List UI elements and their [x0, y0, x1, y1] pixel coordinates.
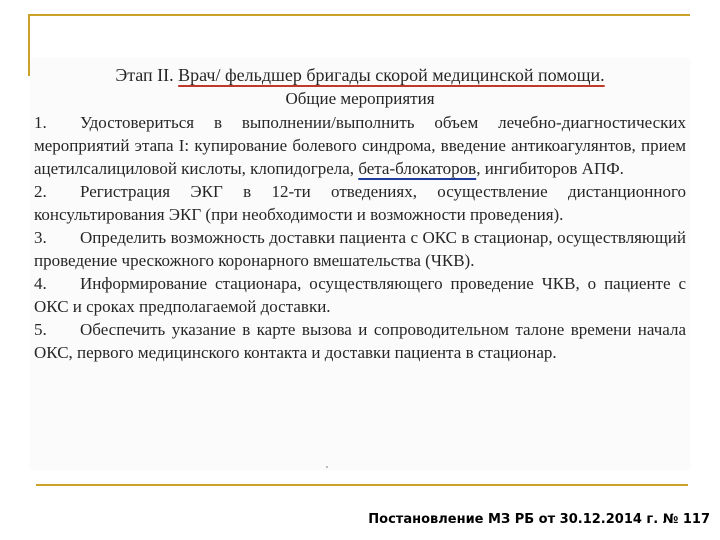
list-item-2	[34, 180, 686, 226]
footer-citation: Постановление МЗ РБ от 30.12.2014 г. № 117	[368, 512, 710, 527]
title-underlined: Врач/ фельдшер бригады скорой медицинской помощи.	[178, 65, 605, 85]
scanned-document	[30, 58, 690, 470]
item-text: Определить возможность доставки пациента с ОКС в стационар, осуществляющий проведение чрескожного коронарного вмешательства (ЧКВ).	[34, 228, 686, 270]
item-number: 5.	[34, 320, 47, 339]
item-text-underlined: бета-блокаторов	[358, 159, 477, 178]
scan-speck	[326, 466, 328, 468]
item-number: 4.	[34, 274, 47, 293]
document-content	[34, 64, 686, 364]
title-prefix: Этап II.	[115, 65, 179, 85]
item-text: Обеспечить указание в карте вызова и сопроводительном талоне времени начала ОКС, первого медицинского контакта и доставки пациента в стационар.	[34, 320, 686, 362]
item-number: 2.	[34, 182, 47, 201]
list-item-5	[34, 318, 686, 364]
item-text-end: , ингибиторов АПФ.	[476, 159, 624, 178]
frame-bottom-line	[36, 484, 688, 486]
item-text: Регистрация ЭКГ в 12-ти отведениях, осуществление дистанционного консультирования ЭКГ (при необходимости и возможности проведения).	[34, 182, 686, 224]
document-subtitle: Общие мероприятия	[285, 89, 435, 108]
item-number: 1.	[34, 113, 47, 132]
list-item-4	[34, 272, 686, 318]
list-item-3	[34, 226, 686, 272]
document-title	[34, 64, 686, 87]
item-text: Информирование стационара, осуществляющего проведение ЧКВ, о пациенте с ОКС и сроках предполагаемой доставки.	[34, 274, 686, 316]
item-number: 3.	[34, 228, 47, 247]
list-item-1	[34, 111, 686, 180]
item-text: Удостовериться в выполнении/выполнить объем лечебно-диагностических мероприятий этапа I: купирование болевого синдрома, введение антикоагулянтов, прием ацетилсалициловой кислоты, клопидогрела,	[34, 113, 686, 178]
frame-top-line	[28, 14, 690, 16]
